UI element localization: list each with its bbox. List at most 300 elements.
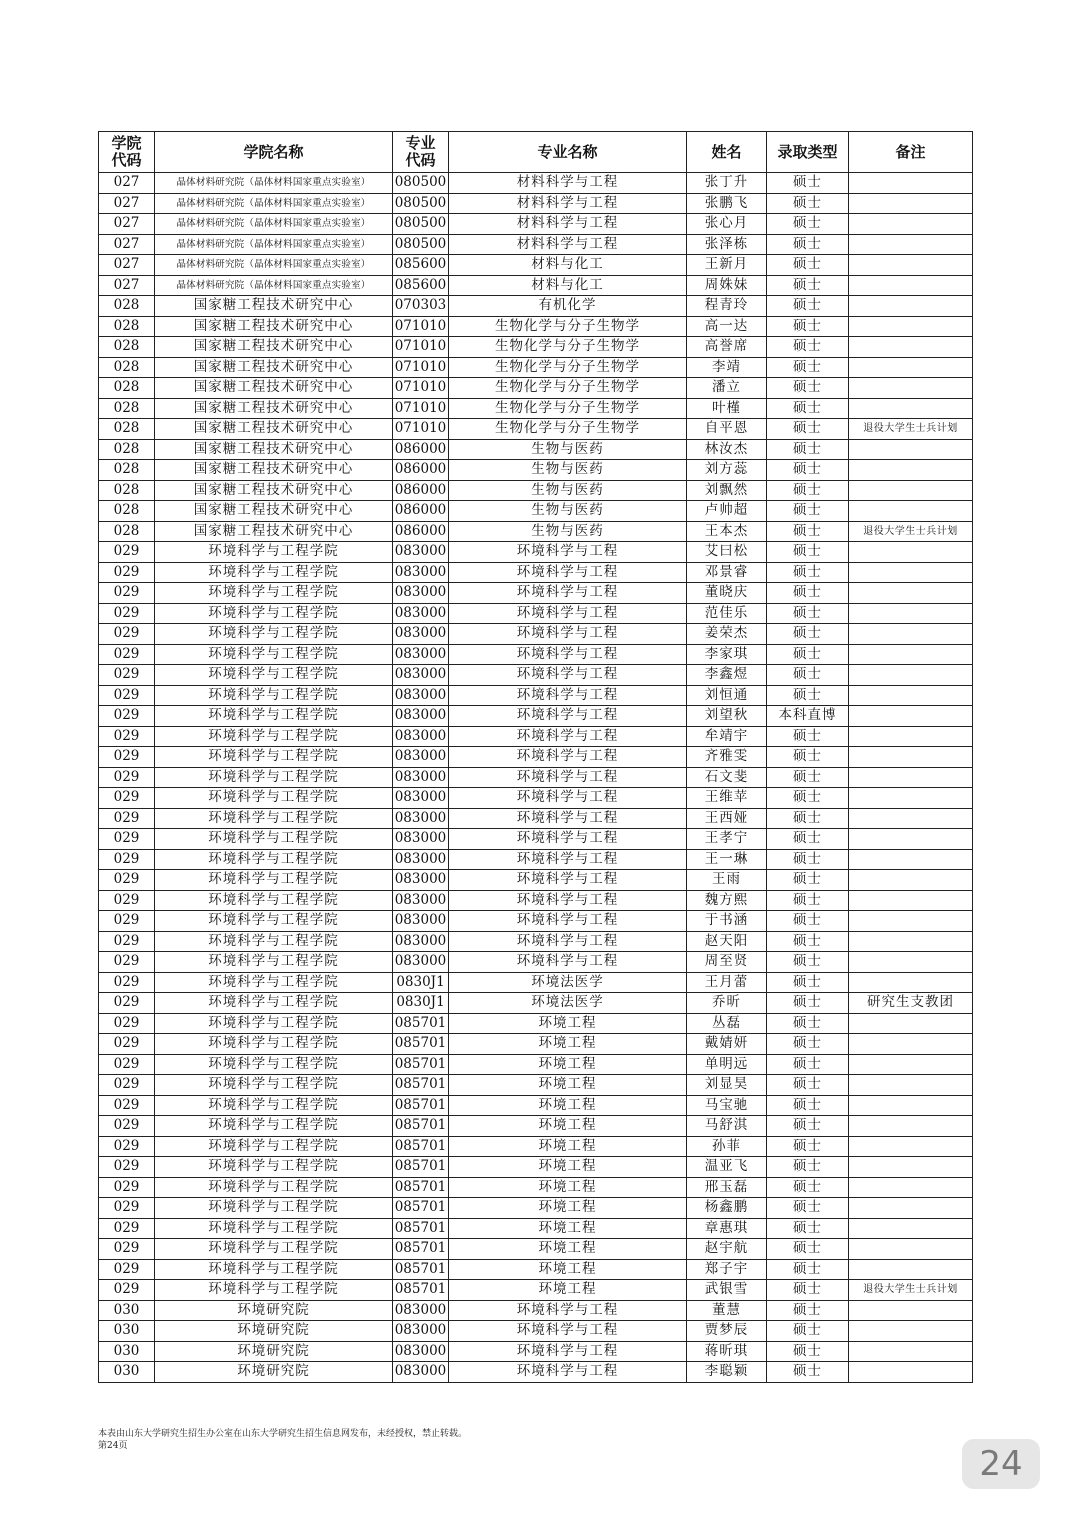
cell-remark [849, 1362, 973, 1383]
cell-remark [849, 849, 973, 870]
table-row [99, 726, 973, 747]
cell-major-code: 083000 [393, 665, 449, 686]
cell-admission-type: 硕士 [767, 214, 849, 235]
cell-name: 董晓庆 [687, 583, 767, 604]
cell-college-code: 029 [99, 1075, 155, 1096]
cell-major-code: 071010 [393, 398, 449, 419]
cell-name: 贾梦辰 [687, 1321, 767, 1342]
cell-college-name: 国家糖工程技术研究中心 [155, 296, 393, 317]
cell-admission-type: 本科直博 [767, 706, 849, 727]
cell-college-code: 028 [99, 501, 155, 522]
cell-major-code: 083000 [393, 767, 449, 788]
cell-college-code: 028 [99, 521, 155, 542]
cell-major-name: 环境科学与工程 [449, 1362, 687, 1383]
cell-college-name: 环境科学与工程学院 [155, 808, 393, 829]
cell-major-name: 环境工程 [449, 1054, 687, 1075]
cell-remark: 退役大学生士兵计划 [849, 521, 973, 542]
cell-major-name: 环境工程 [449, 1280, 687, 1301]
cell-remark [849, 1075, 973, 1096]
cell-name: 马舒淇 [687, 1116, 767, 1137]
cell-name: 程青玲 [687, 296, 767, 317]
cell-name: 李家琪 [687, 644, 767, 665]
cell-major-code: 080500 [393, 214, 449, 235]
cell-remark [849, 193, 973, 214]
cell-college-name: 环境科学与工程学院 [155, 870, 393, 891]
cell-major-code: 085600 [393, 275, 449, 296]
cell-remark [849, 542, 973, 563]
cell-major-name: 环境科学与工程 [449, 767, 687, 788]
cell-college-code: 030 [99, 1362, 155, 1383]
cell-college-code: 028 [99, 460, 155, 481]
table-row [99, 1157, 973, 1178]
table-row [99, 1095, 973, 1116]
cell-college-name: 环境科学与工程学院 [155, 542, 393, 563]
header-major-code-line1: 专业 [405, 134, 436, 152]
cell-admission-type: 硕士 [767, 1239, 849, 1260]
cell-name: 杨鑫鹏 [687, 1198, 767, 1219]
cell-name: 章惠琪 [687, 1218, 767, 1239]
cell-major-code: 086000 [393, 439, 449, 460]
cell-remark [849, 562, 973, 583]
cell-major-code: 086000 [393, 460, 449, 481]
cell-name: 邓景睿 [687, 562, 767, 583]
cell-college-name: 晶体材料研究院（晶体材料国家重点实验室） [155, 173, 393, 194]
cell-college-name: 环境科学与工程学院 [155, 747, 393, 768]
table-row [99, 1218, 973, 1239]
cell-college-code: 028 [99, 357, 155, 378]
cell-remark [849, 583, 973, 604]
cell-name: 林汝杰 [687, 439, 767, 460]
cell-name: 蒋昕琪 [687, 1341, 767, 1362]
table-row [99, 193, 973, 214]
cell-admission-type: 硕士 [767, 173, 849, 194]
cell-remark [849, 1054, 973, 1075]
cell-college-code: 028 [99, 439, 155, 460]
cell-college-code: 029 [99, 870, 155, 891]
cell-major-code: 083000 [393, 562, 449, 583]
cell-admission-type: 硕士 [767, 378, 849, 399]
table-row [99, 460, 973, 481]
cell-admission-type: 硕士 [767, 542, 849, 563]
cell-major-name: 有机化学 [449, 296, 687, 317]
cell-college-name: 环境研究院 [155, 1300, 393, 1321]
cell-major-name: 材料与化工 [449, 255, 687, 276]
cell-admission-type: 硕士 [767, 665, 849, 686]
cell-remark [849, 1321, 973, 1342]
cell-remark [849, 1259, 973, 1280]
table-row [99, 808, 973, 829]
admission-table [98, 131, 973, 1383]
cell-college-code: 027 [99, 193, 155, 214]
table-row [99, 829, 973, 850]
cell-admission-type: 硕士 [767, 767, 849, 788]
cell-major-name: 环境科学与工程 [449, 911, 687, 932]
cell-college-name: 环境科学与工程学院 [155, 583, 393, 604]
cell-major-code: 083000 [393, 706, 449, 727]
cell-college-code: 029 [99, 1095, 155, 1116]
cell-major-code: 0830J1 [393, 972, 449, 993]
cell-college-name: 环境科学与工程学院 [155, 911, 393, 932]
cell-name: 温亚飞 [687, 1157, 767, 1178]
table-row [99, 603, 973, 624]
cell-major-name: 材料科学与工程 [449, 234, 687, 255]
table-row [99, 911, 973, 932]
cell-admission-type: 硕士 [767, 726, 849, 747]
cell-name: 刘恒通 [687, 685, 767, 706]
cell-major-code: 085701 [393, 1013, 449, 1034]
table-row [99, 255, 973, 276]
table-row [99, 931, 973, 952]
cell-college-name: 环境科学与工程学院 [155, 706, 393, 727]
cell-college-code: 029 [99, 1054, 155, 1075]
cell-name: 董慧 [687, 1300, 767, 1321]
cell-remark [849, 316, 973, 337]
table-row [99, 1341, 973, 1362]
table-row [99, 337, 973, 358]
cell-college-code: 029 [99, 952, 155, 973]
cell-remark [849, 255, 973, 276]
cell-major-name: 环境科学与工程 [449, 685, 687, 706]
cell-major-code: 083000 [393, 952, 449, 973]
cell-admission-type: 硕士 [767, 337, 849, 358]
page-number-badge: 24 [962, 1439, 1040, 1489]
table-row [99, 747, 973, 768]
header-major-code [393, 132, 449, 173]
cell-admission-type: 硕士 [767, 870, 849, 891]
cell-college-code: 029 [99, 911, 155, 932]
cell-admission-type: 硕士 [767, 255, 849, 276]
table-row [99, 1280, 973, 1301]
cell-major-name: 生物与医药 [449, 521, 687, 542]
header-name: 姓名 [687, 132, 767, 173]
cell-college-code: 028 [99, 480, 155, 501]
cell-admission-type: 硕士 [767, 1321, 849, 1342]
cell-major-name: 生物化学与分子生物学 [449, 357, 687, 378]
cell-name: 魏方熙 [687, 890, 767, 911]
cell-major-code: 083000 [393, 747, 449, 768]
cell-remark [849, 1239, 973, 1260]
cell-college-name: 环境科学与工程学院 [155, 603, 393, 624]
cell-name: 马宝驰 [687, 1095, 767, 1116]
cell-major-code: 083000 [393, 624, 449, 645]
cell-major-code: 085701 [393, 1280, 449, 1301]
cell-admission-type: 硕士 [767, 931, 849, 952]
cell-remark [849, 870, 973, 891]
cell-college-code: 027 [99, 255, 155, 276]
cell-major-name: 环境科学与工程 [449, 665, 687, 686]
cell-major-code: 080500 [393, 193, 449, 214]
cell-major-name: 环境科学与工程 [449, 788, 687, 809]
cell-college-code: 029 [99, 1034, 155, 1055]
header-admission-type: 录取类型 [767, 132, 849, 173]
cell-admission-type: 硕士 [767, 193, 849, 214]
cell-major-name: 环境工程 [449, 1218, 687, 1239]
cell-name: 王一琳 [687, 849, 767, 870]
cell-name: 刘飘然 [687, 480, 767, 501]
table-row [99, 644, 973, 665]
cell-name: 赵天阳 [687, 931, 767, 952]
cell-remark [849, 480, 973, 501]
cell-remark [849, 767, 973, 788]
cell-name: 石文斐 [687, 767, 767, 788]
cell-remark [849, 275, 973, 296]
cell-major-name: 环境科学与工程 [449, 562, 687, 583]
cell-admission-type: 硕士 [767, 603, 849, 624]
cell-college-name: 环境科学与工程学院 [155, 1013, 393, 1034]
cell-admission-type: 硕士 [767, 1136, 849, 1157]
cell-college-code: 027 [99, 234, 155, 255]
table-row [99, 562, 973, 583]
cell-remark: 退役大学生士兵计划 [849, 1280, 973, 1301]
cell-admission-type: 硕士 [767, 501, 849, 522]
cell-major-name: 环境法医学 [449, 972, 687, 993]
table-row [99, 419, 973, 440]
cell-college-code: 028 [99, 378, 155, 399]
cell-remark [849, 1198, 973, 1219]
footer [98, 1428, 467, 1452]
cell-major-name: 环境科学与工程 [449, 1300, 687, 1321]
cell-name: 高一达 [687, 316, 767, 337]
cell-admission-type: 硕士 [767, 1075, 849, 1096]
cell-name: 刘显昊 [687, 1075, 767, 1096]
cell-college-code: 029 [99, 562, 155, 583]
cell-name: 于书涵 [687, 911, 767, 932]
cell-admission-type: 硕士 [767, 1362, 849, 1383]
cell-admission-type: 硕士 [767, 234, 849, 255]
cell-remark [849, 747, 973, 768]
cell-name: 乔昕 [687, 993, 767, 1014]
cell-college-code: 029 [99, 1259, 155, 1280]
cell-college-code: 029 [99, 542, 155, 563]
cell-remark [849, 788, 973, 809]
cell-college-code: 029 [99, 788, 155, 809]
header-college-name: 学院名称 [155, 132, 393, 173]
cell-college-code: 029 [99, 644, 155, 665]
table-row [99, 890, 973, 911]
cell-college-code: 028 [99, 337, 155, 358]
cell-remark [849, 706, 973, 727]
cell-major-name: 环境科学与工程 [449, 542, 687, 563]
cell-major-code: 083000 [393, 685, 449, 706]
cell-admission-type: 硕士 [767, 993, 849, 1014]
table-row [99, 1034, 973, 1055]
cell-college-name: 环境科学与工程学院 [155, 829, 393, 850]
cell-college-code: 029 [99, 665, 155, 686]
cell-name: 周至贤 [687, 952, 767, 973]
cell-major-name: 环境科学与工程 [449, 1341, 687, 1362]
cell-college-code: 029 [99, 1116, 155, 1137]
cell-college-code: 027 [99, 173, 155, 194]
cell-college-code: 028 [99, 316, 155, 337]
table-row [99, 480, 973, 501]
cell-major-code: 083000 [393, 1300, 449, 1321]
cell-major-name: 环境工程 [449, 1239, 687, 1260]
cell-major-code: 085701 [393, 1198, 449, 1219]
table-row [99, 173, 973, 194]
cell-admission-type: 硕士 [767, 1300, 849, 1321]
cell-name: 李聪颖 [687, 1362, 767, 1383]
cell-remark [849, 685, 973, 706]
cell-major-code: 085701 [393, 1157, 449, 1178]
cell-remark [849, 296, 973, 317]
cell-admission-type: 硕士 [767, 644, 849, 665]
table-row [99, 972, 973, 993]
cell-college-code: 029 [99, 829, 155, 850]
cell-remark [849, 1095, 973, 1116]
cell-major-code: 085600 [393, 255, 449, 276]
cell-college-code: 029 [99, 1136, 155, 1157]
cell-college-name: 国家糖工程技术研究中心 [155, 316, 393, 337]
cell-remark [849, 214, 973, 235]
cell-college-code: 029 [99, 706, 155, 727]
cell-major-code: 083000 [393, 1321, 449, 1342]
cell-remark [849, 829, 973, 850]
cell-college-name: 环境科学与工程学院 [155, 1259, 393, 1280]
cell-major-name: 环境法医学 [449, 993, 687, 1014]
cell-college-code: 030 [99, 1341, 155, 1362]
cell-college-code: 029 [99, 931, 155, 952]
cell-major-code: 071010 [393, 337, 449, 358]
cell-major-name: 生物化学与分子生物学 [449, 378, 687, 399]
cell-major-name: 材料科学与工程 [449, 193, 687, 214]
cell-major-name: 材料与化工 [449, 275, 687, 296]
cell-name: 郑子宇 [687, 1259, 767, 1280]
cell-major-code: 083000 [393, 644, 449, 665]
cell-major-code: 085701 [393, 1054, 449, 1075]
cell-college-code: 029 [99, 1157, 155, 1178]
table-row [99, 439, 973, 460]
cell-remark [849, 931, 973, 952]
cell-college-code: 029 [99, 1177, 155, 1198]
cell-college-name: 环境科学与工程学院 [155, 665, 393, 686]
cell-admission-type: 硕士 [767, 460, 849, 481]
cell-major-code: 083000 [393, 542, 449, 563]
cell-remark [849, 398, 973, 419]
cell-major-name: 环境科学与工程 [449, 931, 687, 952]
cell-college-code: 029 [99, 849, 155, 870]
cell-remark [849, 357, 973, 378]
cell-major-name: 生物化学与分子生物学 [449, 419, 687, 440]
cell-major-name: 环境工程 [449, 1157, 687, 1178]
cell-major-code: 086000 [393, 501, 449, 522]
cell-college-code: 030 [99, 1321, 155, 1342]
cell-college-name: 环境科学与工程学院 [155, 972, 393, 993]
table-row [99, 849, 973, 870]
cell-college-name: 国家糖工程技术研究中心 [155, 337, 393, 358]
cell-college-name: 环境科学与工程学院 [155, 1280, 393, 1301]
cell-remark [849, 665, 973, 686]
cell-college-code: 029 [99, 1218, 155, 1239]
cell-remark [849, 972, 973, 993]
cell-major-name: 环境工程 [449, 1259, 687, 1280]
table-row [99, 685, 973, 706]
cell-admission-type: 硕士 [767, 316, 849, 337]
cell-remark [849, 603, 973, 624]
cell-name: 艾曰松 [687, 542, 767, 563]
cell-remark [849, 726, 973, 747]
cell-major-name: 环境科学与工程 [449, 1321, 687, 1342]
table-row [99, 1362, 973, 1383]
cell-major-name: 环境科学与工程 [449, 726, 687, 747]
cell-name: 王西娅 [687, 808, 767, 829]
cell-college-name: 晶体材料研究院（晶体材料国家重点实验室） [155, 214, 393, 235]
table-row [99, 665, 973, 686]
cell-admission-type: 硕士 [767, 1157, 849, 1178]
cell-major-name: 材料科学与工程 [449, 214, 687, 235]
cell-college-name: 环境科学与工程学院 [155, 1177, 393, 1198]
table-row [99, 542, 973, 563]
cell-admission-type: 硕士 [767, 296, 849, 317]
cell-major-code: 085701 [393, 1034, 449, 1055]
table-body [99, 173, 973, 1383]
cell-major-code: 0830J1 [393, 993, 449, 1014]
cell-college-name: 晶体材料研究院（晶体材料国家重点实验室） [155, 234, 393, 255]
cell-admission-type: 硕士 [767, 1341, 849, 1362]
cell-college-name: 环境科学与工程学院 [155, 1218, 393, 1239]
header-college-code-line1: 学院 [111, 134, 142, 152]
table-row [99, 316, 973, 337]
cell-major-code: 083000 [393, 911, 449, 932]
cell-major-code: 070303 [393, 296, 449, 317]
cell-name: 齐雅雯 [687, 747, 767, 768]
cell-name: 姜荣杰 [687, 624, 767, 645]
cell-admission-type: 硕士 [767, 890, 849, 911]
cell-admission-type: 硕士 [767, 1054, 849, 1075]
cell-college-code: 029 [99, 767, 155, 788]
cell-major-name: 环境科学与工程 [449, 747, 687, 768]
cell-name: 赵宇航 [687, 1239, 767, 1260]
cell-college-name: 晶体材料研究院（晶体材料国家重点实验室） [155, 275, 393, 296]
cell-college-name: 国家糖工程技术研究中心 [155, 398, 393, 419]
cell-remark [849, 1034, 973, 1055]
cell-name: 李靖 [687, 357, 767, 378]
table-row [99, 357, 973, 378]
header-college-code-line2: 代码 [111, 151, 142, 169]
cell-major-name: 生物与医药 [449, 439, 687, 460]
cell-major-code: 083000 [393, 849, 449, 870]
table-row [99, 870, 973, 891]
cell-major-name: 环境科学与工程 [449, 849, 687, 870]
cell-admission-type: 硕士 [767, 521, 849, 542]
cell-college-name: 环境科学与工程学院 [155, 644, 393, 665]
cell-remark [849, 1136, 973, 1157]
cell-college-name: 环境科学与工程学院 [155, 1116, 393, 1137]
cell-admission-type: 硕士 [767, 1177, 849, 1198]
cell-college-name: 环境科学与工程学院 [155, 1034, 393, 1055]
cell-remark: 研究生支教团 [849, 993, 973, 1014]
footer-notice: 本表由山东大学研究生招生办公室在山东大学研究生招生信息网发布，未经授权，禁止转载。 [98, 1429, 468, 1439]
cell-major-name: 生物化学与分子生物学 [449, 398, 687, 419]
table-row [99, 1013, 973, 1034]
cell-major-code: 083000 [393, 788, 449, 809]
cell-college-name: 环境科学与工程学院 [155, 1075, 393, 1096]
cell-major-name: 环境科学与工程 [449, 829, 687, 850]
cell-admission-type: 硕士 [767, 1034, 849, 1055]
cell-major-name: 生物与医药 [449, 460, 687, 481]
table-row [99, 624, 973, 645]
table-row [99, 1136, 973, 1157]
cell-name: 张泽栋 [687, 234, 767, 255]
cell-admission-type: 硕士 [767, 562, 849, 583]
cell-college-code: 027 [99, 214, 155, 235]
cell-major-name: 环境工程 [449, 1136, 687, 1157]
cell-college-code: 029 [99, 685, 155, 706]
cell-major-code: 085701 [393, 1095, 449, 1116]
table-row [99, 1259, 973, 1280]
cell-college-code: 029 [99, 890, 155, 911]
cell-college-name: 环境科学与工程学院 [155, 1239, 393, 1260]
table-row [99, 1116, 973, 1137]
